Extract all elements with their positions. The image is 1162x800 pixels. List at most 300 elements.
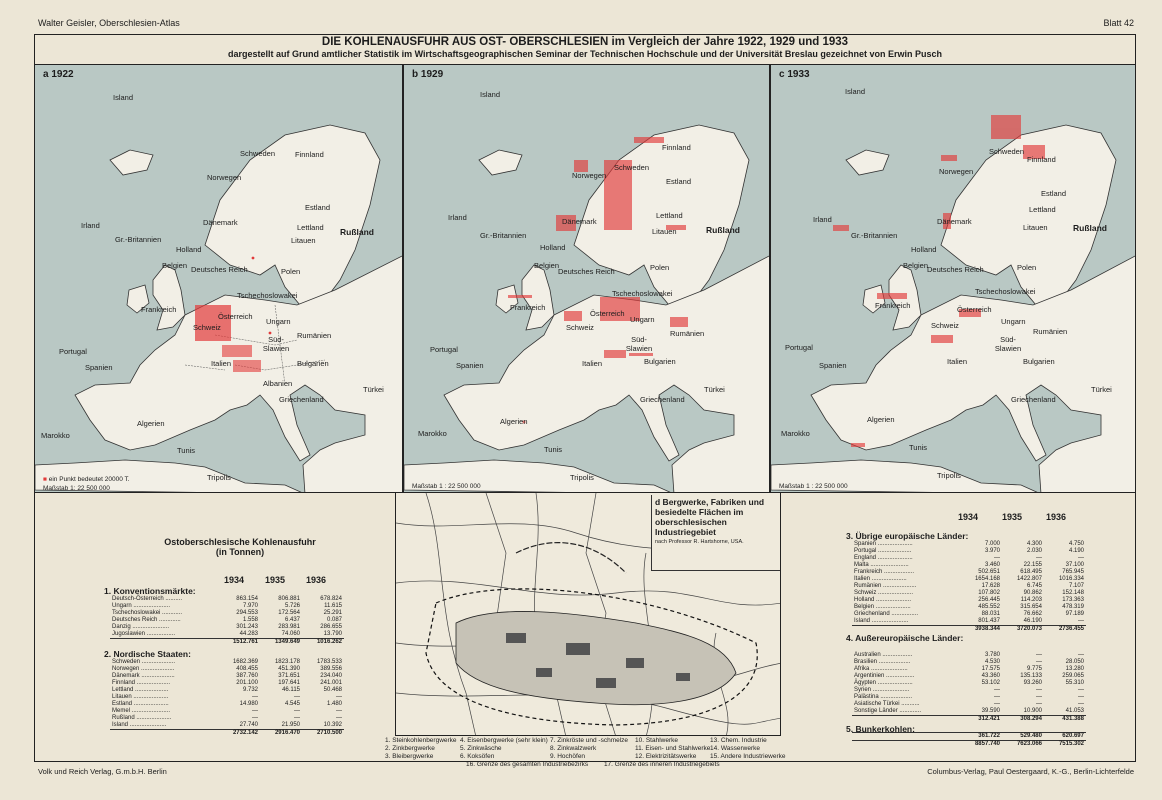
row-value: — (1036, 652, 1042, 658)
country-ungarn: Ungarn (630, 315, 655, 324)
europe-map-1922 (35, 65, 403, 493)
row-value: 14.980 (239, 701, 258, 707)
row-value: 294.553 (236, 610, 258, 616)
legend-item: 4. Eisenbergwerke (sehr klein) (460, 737, 548, 744)
dots-italien (604, 350, 626, 358)
total-row (852, 716, 1086, 724)
legend-item: 10. Stahlwerke (635, 737, 678, 744)
row-value: 135.133 (1020, 673, 1042, 679)
publisher-right: Columbus-Verlag, Paul Oestergaard, K.-G., Berlin-Lichterfelde (927, 767, 1134, 776)
row-value: 4.190 (1068, 548, 1084, 554)
row-value: 3.780 (984, 652, 1000, 658)
detail-map-legend-box (651, 495, 781, 571)
country-russland: Rußland (1073, 223, 1107, 233)
country-frankreich: Frankreich (875, 301, 911, 310)
total-value: 308.294 (1002, 716, 1044, 724)
settlement (676, 673, 690, 681)
country-russland: Rußland (706, 225, 740, 235)
row-value: 1682.369 (232, 659, 258, 665)
row-value: 478.319 (1062, 604, 1084, 610)
row-value: 451.390 (278, 666, 300, 672)
country-russland: Rußland (340, 227, 374, 237)
legend-item: 12. Elektrizitätswerke (635, 753, 697, 760)
dots-schweiz (564, 311, 582, 321)
outer-boundary-north (516, 543, 626, 573)
row-value: 21.950 (281, 722, 300, 728)
country-finnland: Finnland (1027, 155, 1056, 164)
row-value: 1783.533 (316, 659, 342, 665)
continent-shape (444, 255, 770, 493)
country-griechenland: Griechenland (1011, 395, 1056, 404)
legend-item: 1. Steinkohlenbergwerke (385, 737, 457, 744)
left-table-title (150, 537, 330, 557)
legend-item: 8. Zinkwalzwerk (550, 745, 597, 752)
settlement (596, 678, 616, 688)
settlement (566, 643, 590, 655)
country-algerien: Algerien (867, 415, 895, 424)
dot-legend-text: ein Punkt bedeutet 20000 T. (48, 476, 130, 483)
row-value: 25.291 (323, 610, 342, 616)
detail-legend-col2 (460, 737, 548, 761)
country-norwegen: Norwegen (939, 167, 974, 176)
detail-legend-col1 (385, 737, 457, 761)
row-label: Ägypten ..................... (854, 680, 913, 686)
row-label: Spanien ..................... (854, 541, 913, 547)
row-value: 234.040 (320, 673, 342, 679)
country-tschechoslowakei: Tschechoslowakei (975, 287, 1036, 296)
row-value: 408.455 (236, 666, 258, 672)
table-row (110, 722, 344, 730)
country-portugal: Portugal (785, 343, 813, 352)
dots-irland (833, 225, 849, 231)
country-rumaenien: Rumänien (670, 329, 705, 338)
row-value: 44.283 (239, 631, 258, 637)
row-value: — (1078, 701, 1084, 707)
country-schweiz: Schweiz (193, 323, 221, 332)
total-row (110, 730, 344, 738)
country-marokko: Marokko (418, 429, 447, 438)
country-rumaenien: Rumänien (1033, 327, 1068, 336)
row-value: 6.437 (284, 617, 300, 623)
left-year-1935: 1935 (265, 575, 286, 585)
row-label: Griechenland ................ (854, 611, 919, 617)
legend-item: 5. Zinkwäsche (460, 745, 502, 752)
right-year-1936: 1936 (1046, 512, 1067, 522)
detail-legend-boundaries (466, 761, 720, 769)
row-label: Afrika ...................... (854, 666, 908, 672)
row-label: Australien .................. (854, 652, 913, 658)
country-island: Island (113, 93, 134, 102)
country-portugal: Portugal (59, 347, 87, 356)
row-value: 22.155 (1023, 562, 1042, 568)
row-value: 76.662 (1023, 611, 1042, 617)
country-schweden: Schweden (989, 147, 1025, 156)
settlement (536, 668, 552, 677)
row-value: 1823.178 (274, 659, 300, 665)
row-label: England ..................... (854, 555, 913, 561)
right-year-1934: 1934 (958, 512, 979, 522)
table-row (110, 610, 344, 617)
row-value: 46.190 (1023, 618, 1042, 624)
country-ungarn: Ungarn (266, 317, 291, 326)
country-albanien: Albanien (263, 379, 293, 388)
row-label: Island ...................... (854, 618, 909, 624)
country-griechenland: Griechenland (279, 395, 324, 404)
table-row (852, 687, 1086, 694)
total-value: 361.722 (960, 733, 1002, 741)
map-label-1933: c 1933 (779, 69, 810, 80)
row-label: Asiatische Türkei ........... (854, 701, 920, 707)
row-value: 389.556 (320, 666, 342, 672)
dots-frankreich (877, 293, 907, 299)
row-value: 806.881 (278, 596, 300, 602)
country-daenemark: Dänemark (562, 217, 597, 226)
dot-polen (269, 332, 272, 335)
country-algerien: Algerien (500, 417, 528, 426)
table-row (852, 604, 1086, 611)
atlas-name: Walter Geisler, Oberschlesien-Atlas (38, 18, 180, 28)
country-irland: Irland (813, 215, 832, 224)
legend-item: 14. Wasserwerke (710, 745, 760, 752)
row-label: Rumänien .................... (854, 583, 917, 589)
row-value: 53.102 (981, 680, 1000, 686)
country-lettland: Lettland (297, 223, 324, 232)
row-value: — (336, 694, 342, 700)
row-value: 9.732 (242, 687, 258, 693)
country-deutsches-reich: Deutsches Reich (558, 267, 615, 276)
sheet-number: Blatt 42 (1103, 18, 1134, 28)
row-value: 259.065 (1062, 673, 1084, 679)
left-table-title-line1: Ostoberschlesische Kohlenausfuhr (164, 537, 316, 547)
iceland-shape (846, 150, 889, 175)
table-row (110, 701, 344, 708)
row-value: — (1078, 687, 1084, 693)
row-value: — (1036, 687, 1042, 693)
row-value: 678.824 (320, 596, 342, 602)
map-label-1922: a 1922 (43, 69, 74, 80)
legend-item: 9. Hochöfen (550, 753, 586, 760)
detail-map-panel (395, 492, 781, 736)
country-oesterreich: Österreich (218, 312, 253, 321)
row-value: 201.100 (236, 680, 258, 686)
row-label: Palästina ................... (854, 694, 913, 700)
left-table-title-line2: (in Tonnen) (215, 547, 265, 557)
section-aussereuropa: 4. Außereuropäische Länder: (846, 633, 964, 643)
row-value: — (1036, 555, 1042, 561)
row-label (110, 639, 218, 647)
total-value: 312.421 (960, 716, 1002, 724)
country-grossbritannien: Gr.-Britannien (115, 235, 162, 244)
row-label: Litauen ..................... (112, 694, 169, 700)
country-italien: Italien (582, 359, 603, 368)
country-oesterreich: Österreich (590, 309, 625, 318)
row-value: 13.790 (323, 631, 342, 637)
row-value: 17.628 (981, 583, 1000, 589)
map-panel-1933 (770, 64, 1136, 493)
table-row (852, 541, 1086, 548)
row-value: 9.775 (1026, 666, 1042, 672)
country-grossbritannien: Gr.-Britannien (851, 231, 898, 240)
row-value: 4.750 (1068, 541, 1084, 547)
row-value: 301.243 (236, 624, 258, 630)
country-holland: Holland (176, 245, 202, 254)
row-value: 1654.168 (974, 576, 1000, 582)
country-italien: Italien (211, 359, 232, 368)
row-label: Ungarn ...................... (112, 603, 171, 609)
continent-shape (811, 255, 1136, 493)
table-row (852, 659, 1086, 666)
row-value: 39.590 (981, 708, 1000, 714)
total-value: 1016.262 (302, 639, 344, 647)
row-value: 74.060 (281, 631, 300, 637)
row-value: 197.641 (278, 680, 300, 686)
row-label: Rußland ..................... (112, 715, 172, 721)
right-year-1935: 1935 (1002, 512, 1023, 522)
table-row (852, 666, 1086, 673)
row-label: Norwegen .................... (112, 666, 175, 672)
total-value: 7515.302 (1044, 741, 1086, 749)
row-label: Dänemark .................... (112, 673, 175, 679)
row-label (852, 716, 960, 724)
table-row (110, 603, 344, 610)
dots-tschechoslowakei (222, 345, 252, 357)
row-value: 107.802 (978, 590, 1000, 596)
row-label: Italien ..................... (854, 576, 907, 582)
row-value: 371.651 (278, 673, 300, 679)
table-row (852, 555, 1086, 562)
row-value: 28.050 (1065, 659, 1084, 665)
map-label-1929: b 1929 (412, 69, 444, 80)
iceland-shape (479, 150, 522, 175)
country-tschechoslowakei: Tschechoslowakei (237, 291, 298, 300)
country-griechenland: Griechenland (640, 395, 685, 404)
table-row (852, 597, 1086, 604)
row-value: 1.558 (242, 617, 258, 623)
grand-total-row (852, 741, 1086, 749)
total-row (852, 626, 1086, 634)
country-belgien: Belgien (534, 261, 560, 270)
country-estland: Estland (1041, 189, 1067, 198)
country-irland: Irland (448, 213, 467, 222)
legend-item: 17. Grenze des inneren Industriegebiets (603, 761, 720, 768)
row-value: 256.445 (978, 597, 1000, 603)
table-row (852, 569, 1086, 576)
map-panel-1929 (403, 64, 770, 493)
row-value: 88.031 (981, 611, 1000, 617)
row-value: 1422.807 (1016, 576, 1042, 582)
country-oesterreich: Österreich (957, 305, 992, 314)
table-row (852, 652, 1086, 659)
country-italien: Italien (947, 357, 968, 366)
row-label: Deutsch-Österreich .......... (112, 596, 183, 602)
map-title: DIE KOHLENAUSFUHR AUS OST- OBERSCHLESIEN im Vergleich der Jahre 1922, 1929 und 1933 (321, 36, 849, 48)
country-belgien: Belgien (903, 261, 929, 270)
table-aussereuropa (852, 652, 1086, 723)
section-konventionsmaerkte: 1. Konventionsmärkte: (104, 586, 196, 596)
row-value: 286.655 (320, 624, 342, 630)
dots-algerien (851, 443, 865, 447)
total-value: 3938.344 (960, 626, 1002, 634)
total-value: 431.388 (1044, 716, 1086, 724)
country-finnland: Finnland (295, 150, 324, 159)
country-frankreich: Frankreich (510, 303, 546, 312)
row-value: — (1036, 701, 1042, 707)
table-bunkerkohlen (852, 732, 1086, 748)
country-island: Island (480, 90, 501, 99)
row-label: Finnland .................... (112, 680, 171, 686)
scale-1922: Maßstab 1: 22 500 000 (43, 485, 110, 492)
row-value: 2.030 (1026, 548, 1042, 554)
table-row (110, 659, 344, 666)
row-value: — (1078, 652, 1084, 658)
dot-symbol: ■ (43, 476, 47, 483)
country-belgien: Belgien (162, 261, 188, 270)
legend-item: 13. Chem. Industrie (710, 737, 767, 744)
scale-1929: Maßstab 1 : 22 500 000 (412, 483, 481, 490)
country-spanien: Spanien (85, 363, 113, 372)
row-value: — (252, 715, 258, 721)
row-value: 1.480 (326, 701, 342, 707)
legend-item: 15. Andere Industriewerke (710, 753, 786, 760)
legend-item: 7. Zinkröste und -schmelze (550, 737, 629, 744)
country-estland: Estland (305, 203, 331, 212)
country-polen: Polen (281, 267, 301, 276)
country-marokko: Marokko (41, 431, 70, 440)
row-label (852, 733, 960, 741)
country-litauen: Litauen (291, 236, 316, 245)
row-label: Danzig ...................... (112, 624, 170, 630)
dots-schweden-north (991, 115, 1021, 139)
row-label: Malta ....................... (854, 562, 909, 568)
row-value: 13.280 (1065, 666, 1084, 672)
legend-item: 2. Zinkbergwerke (385, 745, 435, 752)
country-frankreich: Frankreich (141, 305, 177, 314)
country-tschechoslowakei: Tschechoslowakei (612, 289, 673, 298)
country-holland: Holland (540, 243, 566, 252)
detail-legend-col5 (710, 737, 786, 761)
row-label: Tschechoslowakei ............ (112, 610, 183, 616)
row-value: — (994, 701, 1000, 707)
total-value: 2710.500 (302, 730, 344, 738)
country-island: Island (845, 87, 866, 96)
total-value: 2732.142 (218, 730, 260, 738)
country-spanien: Spanien (456, 361, 484, 370)
section-uebrige-europa: 3. Übrige europäische Länder: (846, 531, 969, 541)
table-row (110, 673, 344, 680)
row-value: 4.300 (1026, 541, 1042, 547)
row-label: Schweiz ..................... (854, 590, 914, 596)
country-polen: Polen (650, 263, 670, 272)
row-label: Brasilien ................... (854, 659, 911, 665)
country-deutsches-reich: Deutsches Reich (191, 265, 248, 274)
total-value: 2736.455 (1044, 626, 1086, 634)
dots-norwegen (941, 155, 957, 161)
table-row (110, 694, 344, 701)
table-row (852, 548, 1086, 555)
country-spanien: Spanien (819, 361, 847, 370)
detail-legend-col3 (550, 737, 628, 761)
row-value: 37.100 (1065, 562, 1084, 568)
country-lettland: Lettland (1029, 205, 1056, 214)
detail-map-title: d Bergwerke, Fabriken und besiedelte Flächen im oberschlesischen Industriegebiet (655, 497, 765, 537)
country-schweiz: Schweiz (566, 323, 594, 332)
row-value: 50.468 (323, 687, 342, 693)
row-value: 173.363 (1062, 597, 1084, 603)
country-litauen: Litauen (652, 227, 677, 236)
table-row (110, 624, 344, 631)
row-label (852, 626, 960, 634)
row-value: 97.189 (1065, 611, 1084, 617)
row-label: Island ...................... (112, 722, 167, 728)
row-value: — (294, 694, 300, 700)
table-row (110, 708, 344, 715)
row-value: 90.862 (1023, 590, 1042, 596)
table-row (852, 701, 1086, 708)
land-masses (771, 125, 1136, 493)
country-portugal: Portugal (430, 345, 458, 354)
country-tripolis: Tripolis (570, 473, 594, 482)
country-tuerkei: Türkei (363, 385, 384, 394)
country-tunis: Tunis (909, 443, 928, 452)
table-row (852, 694, 1086, 701)
row-value: — (1036, 694, 1042, 700)
row-value: 1016.334 (1058, 576, 1084, 582)
total-value: 529.480 (1002, 733, 1044, 741)
country-tripolis: Tripolis (937, 471, 961, 480)
row-value: — (1036, 659, 1042, 665)
row-value: 114.203 (1020, 597, 1042, 603)
row-label: Schweden .................... (112, 659, 176, 665)
country-deutsches-reich: Deutsches Reich (927, 265, 984, 274)
settlement (626, 658, 644, 668)
row-label: Deutsches Reich ............. (112, 617, 181, 623)
row-value: 7.000 (984, 541, 1000, 547)
row-value: 5.726 (284, 603, 300, 609)
section-bunkerkohlen: 5. Bunkerkohlen: (846, 724, 915, 734)
country-daenemark: Dänemark (203, 218, 238, 227)
country-grossbritannien: Gr.-Britannien (480, 231, 527, 240)
country-norwegen: Norwegen (572, 171, 607, 180)
table-row (110, 596, 344, 603)
row-label (110, 730, 218, 738)
row-value: — (336, 708, 342, 714)
row-label: Estland ..................... (112, 701, 169, 707)
row-label: Jugoslawien ................. (112, 631, 176, 637)
row-value: 43.360 (981, 673, 1000, 679)
country-sued-slawien: Süd-Slawien (625, 335, 653, 353)
country-lettland: Lettland (656, 211, 683, 220)
table-row (852, 618, 1086, 626)
row-value: 3.460 (984, 562, 1000, 568)
table-row (852, 562, 1086, 569)
table-row (110, 666, 344, 673)
total-value: 1512.761 (218, 639, 260, 647)
table-row (852, 583, 1086, 590)
country-irland: Irland (81, 221, 100, 230)
total-value: 7623.066 (1002, 741, 1044, 749)
row-value: — (994, 555, 1000, 561)
row-value: 765.945 (1062, 569, 1084, 575)
dots-oesterreich (233, 360, 261, 372)
country-finnland: Finnland (662, 143, 691, 152)
map-subtitle: dargestellt auf Grund amtlicher Statistik im Wirtschaftsgeographischen Seminar der Technischen Hochschule und der Universität Breslau gezeichnet von Erwin Pusch (228, 49, 942, 59)
scale-1933: Maßstab 1 : 22 500 000 (779, 483, 848, 490)
legend-item: 16. Grenze des gesamten Industriebezirks (466, 761, 589, 768)
dot-legend (43, 476, 130, 483)
row-value: 7.107 (1068, 583, 1084, 589)
country-tuerkei: Türkei (704, 385, 725, 394)
country-holland: Holland (911, 245, 937, 254)
